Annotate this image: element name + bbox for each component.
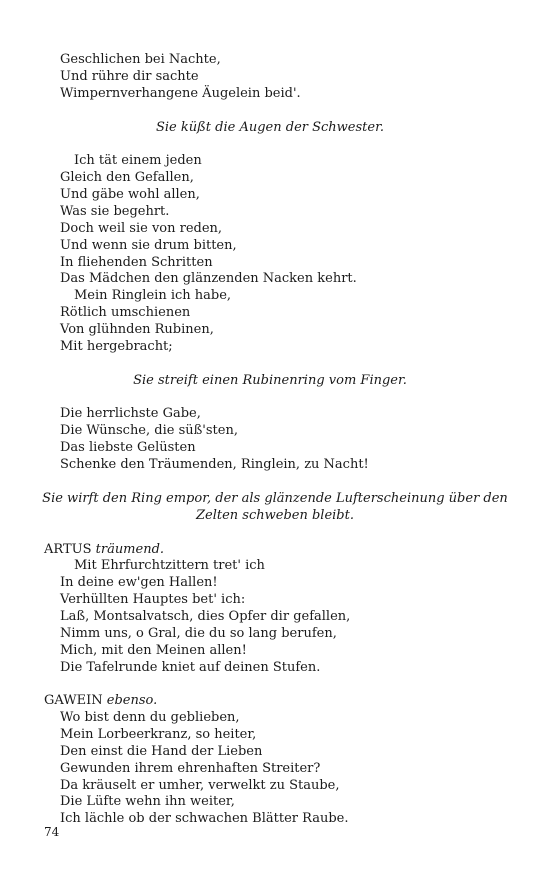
verse-line: Gewunden ihrem ehrenhaften Streiter? (60, 760, 321, 776)
verse-line: Die Tafelrunde kniet auf deinen Stufen. (60, 659, 321, 675)
verse-line: Ich tät einem jeden (74, 153, 202, 169)
verse-line: Was sie begehrt. (60, 203, 170, 219)
verse-line: Wimpernverhangene Äugelein beid'. (60, 85, 301, 101)
verse-line: Schenke den Träumenden, Ringlein, zu Nacht! (60, 457, 369, 472)
stage-direction: Sie wirft den Ring empor, der als glänzende Lufterscheinung über den (42, 490, 508, 506)
verse-line: Verhüllten Hauptes bet' ich: (60, 592, 246, 608)
speaker-heading (44, 541, 164, 558)
verse-line: Mit Ehrfurchtzittern tret' ich (74, 558, 265, 574)
speaker-name: ARTUS (44, 541, 92, 557)
speaker-direction: ebenso. (106, 693, 158, 709)
verse-line: Gleich den Gefallen, (60, 170, 194, 186)
verse-line: In fliehenden Schritten (60, 254, 213, 270)
verse-line: Mein Ringlein ich habe, (74, 288, 232, 304)
verse-line: Ich lächle ob der schwachen Blätter Raube. (60, 811, 349, 827)
verse-line: Mich, mit den Meinen allen! (60, 642, 247, 658)
speaker-heading (44, 692, 157, 709)
stage-direction: Sie küßt die Augen der Schwester. (155, 119, 384, 135)
verse-line: Und gäbe wohl allen, (60, 187, 200, 203)
verse-line: Den einst die Hand der Lieben (60, 743, 263, 759)
verse-line: Nimm uns, o Gral, die du so lang berufen, (60, 625, 337, 641)
stage-direction: Sie streift einen Rubinenring vom Finger. (133, 372, 407, 388)
stage-direction: Zelten schweben bleibt. (196, 507, 354, 523)
verse-line: In deine ew'gen Hallen! (60, 575, 218, 591)
verse-line: Und rühre dir sachte (60, 68, 199, 84)
page-number: 74 (44, 825, 60, 839)
verse-line: Die Lüfte wehn ihn weiter, (60, 794, 235, 810)
verse-line: Die herrlichste Gabe, (60, 406, 201, 422)
verse-line: Das Mädchen den glänzenden Nacken kehrt. (60, 271, 357, 287)
verse-line: Wo bist denn du geblieben, (60, 710, 240, 726)
verse-line: Doch weil sie von reden, (60, 220, 223, 236)
verse-line: Rötlich umschienen (60, 305, 191, 321)
verse-line: Von glühnden Rubinen, (60, 321, 214, 337)
speaker-direction: träumend. (95, 541, 165, 557)
speaker-name: GAWEIN (44, 693, 103, 709)
verse-line: Laß, Montsalvatsch, dies Opfer dir gefallen, (60, 608, 351, 624)
verse-line: Da kräuselt er umher, verwelkt zu Staube, (60, 777, 340, 793)
verse-line: Die Wünsche, die süß'sten, (60, 423, 238, 439)
verse-line: Geschlichen bei Nachte, (60, 52, 221, 67)
verse-line: Mein Lorbeerkranz, so heiter, (60, 727, 257, 743)
verse-line: Mit hergebracht; (60, 338, 173, 354)
verse-line: Und wenn sie drum bitten, (60, 237, 237, 253)
verse-line: Das liebste Gelüsten (60, 440, 196, 456)
